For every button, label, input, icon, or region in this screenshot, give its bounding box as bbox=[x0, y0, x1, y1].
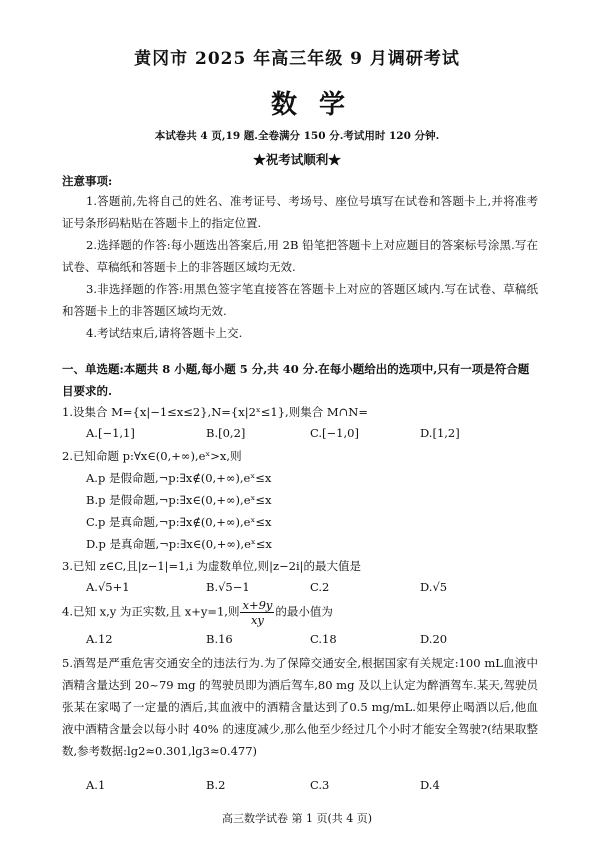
good-luck-banner: ★祝考试顺利★ bbox=[253, 152, 341, 167]
q1-option-b: B.[0,2] bbox=[206, 426, 246, 440]
q1-option-d: D.[1,2] bbox=[420, 426, 460, 440]
question-3-stem: 3.已知 z∈C,且|z−1|=1,i 为虚数单位,则|z−2i|的最大值是 bbox=[62, 559, 362, 573]
q5-option-a: A.1 bbox=[86, 778, 106, 792]
q3-option-d: D.√5 bbox=[420, 580, 448, 594]
q2-option-d: D.p 是真命题,¬p:∃x∈(0,+∞),eˣ≤x bbox=[86, 537, 272, 551]
q4-option-b: B.16 bbox=[206, 632, 233, 646]
question-5-stem: 5.酒驾是严重危害交通安全的违法行为.为了保障交通安全,根据国家有关规定:100 mL血液中酒精含量达到 20~79 mg 的驾驶员即为酒后驾车,80 mg 及以上认定为醉酒驾车.某天,驾驶员张某在家喝了一定量的酒后,其血液中的酒精含量达到了0.5 mg/mL.如果停止喝酒以后,他血液中酒精含量会以每小时 40% 的速度减少,那么他至少经过几个小时才能安全驾驶?(结果取整数,参考数据:lg2≈0.301,lg3≈0.477) bbox=[62, 656, 538, 758]
section-heading bbox=[62, 358, 538, 402]
question-2-stem: 2.已知命题 p:∀x∈(0,+∞),eˣ>x,则 bbox=[62, 449, 242, 463]
q3-option-a: A.√5+1 bbox=[86, 580, 130, 594]
exam-title: 黄冈市 2025 年高三年级 9 月调研考试 bbox=[134, 49, 460, 69]
q5-option-d: D.4 bbox=[420, 778, 440, 792]
q1-option-a: A.[−1,1] bbox=[86, 426, 135, 440]
question-4-stem bbox=[62, 598, 333, 627]
note-item-1: 1.答题前,先将自己的姓名、准考证号、考场号、座位号填写在试卷和答题卡上,并将准考证号条形码粘贴在答题卡上的指定位置. bbox=[62, 194, 538, 230]
q4-fraction bbox=[240, 598, 274, 627]
note-item-2: 2.选择题的作答:每小题选出答案后,用 2B 铅笔把答题卡上对应题目的答案标号涂黑.写在试卷、草稿纸和答题卡上的非答题区域均无效. bbox=[62, 238, 538, 274]
q4-option-d: D.20 bbox=[420, 632, 448, 646]
exam-info: 本试卷共 4 页,19 题.全卷满分 150 分.考试用时 120 分钟. bbox=[154, 130, 440, 142]
q2-option-a: A.p 是假命题,¬p:∃x∉(0,+∞),eˣ≤x bbox=[86, 471, 272, 485]
notes-title: 注意事项: bbox=[62, 174, 113, 188]
q4-option-c: C.18 bbox=[310, 632, 337, 646]
page-footer: 高三数学试卷 第 1 页(共 4 页) bbox=[221, 812, 373, 825]
q1-option-c: C.[−1,0] bbox=[310, 426, 359, 440]
q5-option-c: C.3 bbox=[310, 778, 330, 792]
q4-stem-before: 4.已知 x,y 为正实数,且 x+y=1,则 bbox=[62, 604, 240, 619]
note-item-3: 3.非选择题的作答:用黑色签字笔直接答在答题卡上对应的答题区域内.写在试卷、草稿纸和答题卡上的非答题区域均无效. bbox=[62, 282, 538, 318]
q3-option-b: B.√5−1 bbox=[206, 580, 250, 594]
q2-option-b: B.p 是假命题,¬p:∃x∈(0,+∞),eˣ≤x bbox=[86, 493, 272, 507]
q4-stem-after: 的最小值为 bbox=[275, 604, 333, 619]
q2-option-c: C.p 是真命题,¬p:∃x∉(0,+∞),eˣ≤x bbox=[86, 515, 272, 529]
q4-fraction-numerator: x+9y bbox=[242, 598, 273, 612]
section-title: 一、单选题:本题共 8 小题,每小题 5 分,共 40 分.在每小题给出的选项中,只有一项是符合题目要求的. bbox=[62, 362, 530, 398]
subject-title: 数学 bbox=[270, 90, 367, 120]
q3-option-c: C.2 bbox=[310, 580, 330, 594]
note-item-4: 4.考试结束后,请将答题卡上交. bbox=[86, 326, 243, 340]
question-1-stem: 1.设集合 M={x|−1≤x≤2},N={x|2ˣ≤1},则集合 M∩N= bbox=[62, 405, 368, 419]
q5-option-b: B.2 bbox=[206, 778, 226, 792]
q4-option-a: A.12 bbox=[86, 632, 113, 646]
q4-fraction-denominator: xy bbox=[250, 613, 264, 627]
